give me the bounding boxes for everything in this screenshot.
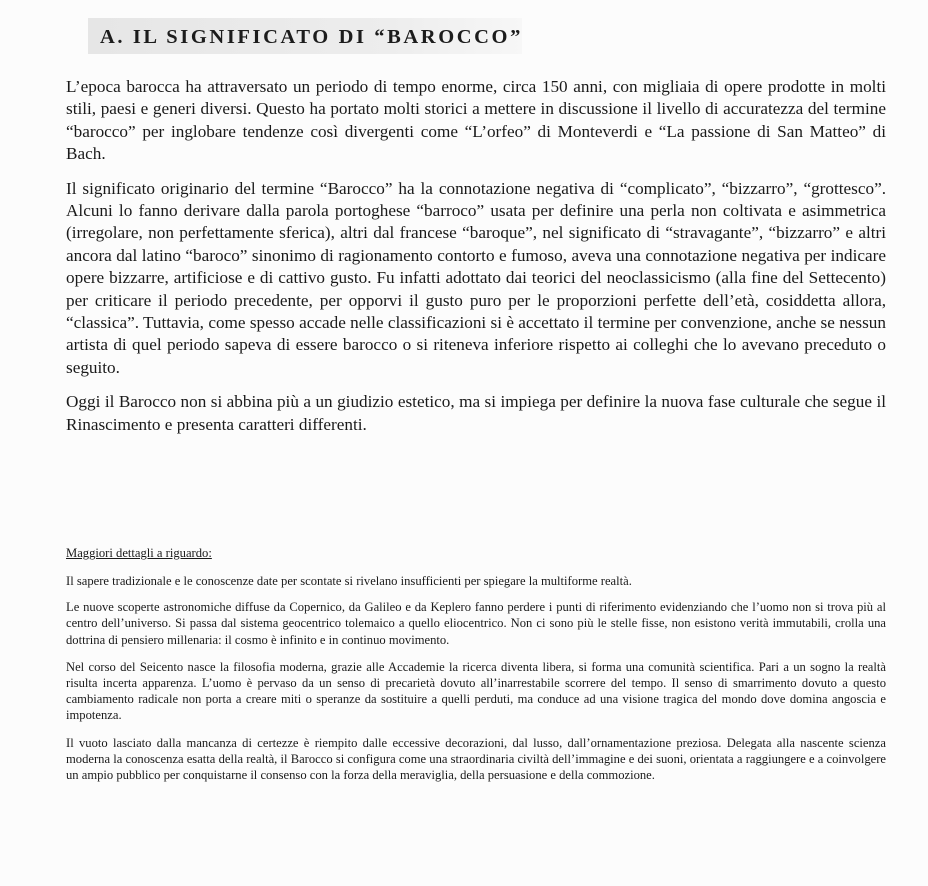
details-paragraph-4: Il vuoto lasciato dalla mancanza di certezze è riempito dalle eccessive decorazioni, dal lusso, dall’ornamentazione preziosa. Delegata alla nascente scienza moderna la conoscenza esatta della realtà, il Barocco si configura come una straordinaria civiltà dell’immagine e dei suoni, orientata a raggiungere e a coinvolgere un ampio pubblico per conquistarne il consenso con la forza della meraviglia, della persuasione e della commozione. xyxy=(66,735,886,783)
main-text xyxy=(66,76,886,448)
main-paragraph-2: Il significato originario del termine “Barocco” ha la connotazione negativa di “complicato”, “bizzarro”, “grottesco”. Alcuni lo fanno derivare dalla parola portoghese “barroco” usata per definire una perla non coltivata e asimmetrica (irregolare, non perfettamente sferica), altri dal francese “baroque”, nel significato di “stravagante”, “bizzarro” e altri ancora dal latino “baroco” sinonimo di ragionamento contorto e fumoso, aveva una connotazione negativa per indicare opere bizzarre, artificiose e di cattivo gusto. Fu infatti adottato dai teorici del neoclassicismo (alla fine del Settecento) per criticare il periodo precedente, per opporvi il gusto puro per le proporzioni perfette dell’età, cosiddetta allora, “classica”. Tuttavia, come spesso accade nelle classificazioni si è accettato il termine per convenzione, anche se nessun artista di quel periodo sapeva di essere barocco o si riteneva inferiore rispetto ai colleghi che lo avevano preceduto o seguito. xyxy=(66,178,886,377)
details-paragraph-3: Nel corso del Seicento nasce la filosofia moderna, grazie alle Accademie la ricerca diventa libera, si forma una comunità scientifica. Pari a un sogno la realtà risulta incerta apparenza. L’uomo è pervaso da un senso di precarietà dovuto all’inarrestabile scorrere del tempo. Il senso di smarrimento dovuto a questo cambiamento radicale non porta a creare miti o speranze da sostituire a quelli perduti, ma conduce ad una visione tragica del mondo dove domina angoscia e impotenza. xyxy=(66,659,886,723)
main-paragraph-3: Oggi il Barocco non si abbina più a un giudizio estetico, ma si impiega per definire la nuova fase culturale che segue il Rinascimento e presenta caratteri differenti. xyxy=(66,392,886,434)
details-section xyxy=(66,545,886,794)
details-paragraph-1: Il sapere tradizionale e le conoscenze date per scontate si rivelano insufficienti per spiegare la multiforme realtà. xyxy=(66,574,632,588)
section-heading: A. IL SIGNIFICATO DI “BAROCCO” xyxy=(100,26,523,48)
details-title: Maggiori dettagli a riguardo: xyxy=(66,546,212,560)
main-paragraph-1: L’epoca barocca ha attraversato un periodo di tempo enorme, circa 150 anni, con migliaia di opere prodotte in molti stili, paesi e generi diversi. Questo ha portato molti storici a mettere in discussione il livello di accuratezza del termine “barocco” per inglobare tendenze così divergenti come “L’orfeo” di Monteverdi e “La passione di San Matteo” di Bach. xyxy=(66,77,886,164)
details-paragraph-2: Le nuove scoperte astronomiche diffuse da Copernico, da Galileo e da Keplero fanno perdere i punti di riferimento evidenziando che l’uomo non si trova più al centro dell’universo. Si passa dal sistema geocentrico tolemaico a quello eliocentrico. Non ci sono più le stelle fisse, non esistono verità immutabili, crolla una dottrina di pensiero millenaria: il cosmo è infinito e in continuo movimento. xyxy=(66,600,886,647)
